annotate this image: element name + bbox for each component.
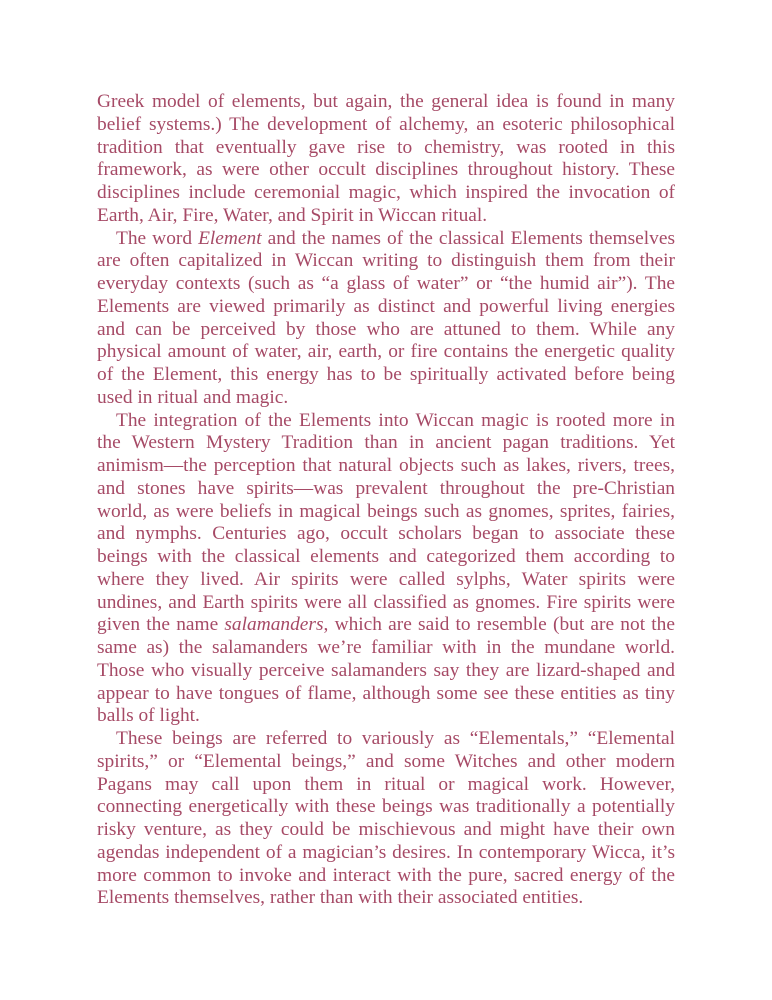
italic-term-element: Element xyxy=(198,227,262,249)
paragraph-2 xyxy=(97,228,675,410)
page-body xyxy=(97,91,675,910)
paragraph-1-text: Greek model of elements, but again, the general idea is found in many belief systems.) The development of alchemy, an esoteric philosophical tradition that eventually gave rise to chemistry, was rooted in this framework, as were other occult disciplines throughout history. These disciplines include ceremonial magic, which inspired the invocation of Earth, Air, Fire, Water, and Spirit in Wiccan ritual. xyxy=(97,91,675,226)
paragraph-4 xyxy=(97,728,675,910)
paragraph-3 xyxy=(97,410,675,729)
paragraph-3-text-start: The integration of the Elements into Wiccan magic is rooted more in the Western Mystery Tradition than in ancient pagan traditions. Yet animism—the perception that natural objects such as lakes, rivers, trees, and stones have spirits—was prevalent throughout the pre-Christian world, as were beliefs in magical beings such as gnomes, sprites, fairies, and nymphs. Centuries ago, occult scholars began to associate these beings with the classical elements and categorized them according to where they lived. Air spirits were called sylphs, Water spirits were undines, and Earth spirits were all classified as gnomes. Fire spirits were given the name xyxy=(97,409,675,636)
italic-term-salamanders: salamanders xyxy=(224,614,324,636)
paragraph-2-text-start: The word xyxy=(116,227,199,249)
paragraph-2-text-rest: and the names of the classical Elements themselves are often capitalized in Wiccan writing to distinguish them from their everyday contexts (such as “a glass of water” or “the humid air”). The Elements are viewed primarily as distinct and powerful living energies and can be perceived by those who are attuned to them. While any physical amount of water, air, earth, or fire contains the energetic quality of the Element, this energy has to be spiritually activated before being used in ritual and magic. xyxy=(97,227,675,408)
paragraph-1 xyxy=(97,91,675,228)
paragraph-3-text-rest: , which are said to resemble (but are not the same as) the salamanders we’re familiar with in the mundane world. Those who visually perceive salamanders say they are lizard-shaped and appear to have tongues of flame, although some see these entities as tiny balls of light. xyxy=(97,614,675,727)
paragraph-4-text: These beings are referred to variously as “Elementals,” “Elemental spirits,” or “Elemental beings,” and some Witches and other modern Pagans may call upon them in ritual or magical work. However, connecting energetically with these beings was traditionally a potentially risky venture, as they could be mischievous and might have their own agendas independent of a magician’s desires. In contemporary Wicca, it’s more common to invoke and interact with the pure, sacred energy of the Elements themselves, rather than with their associated entities. xyxy=(97,728,675,909)
